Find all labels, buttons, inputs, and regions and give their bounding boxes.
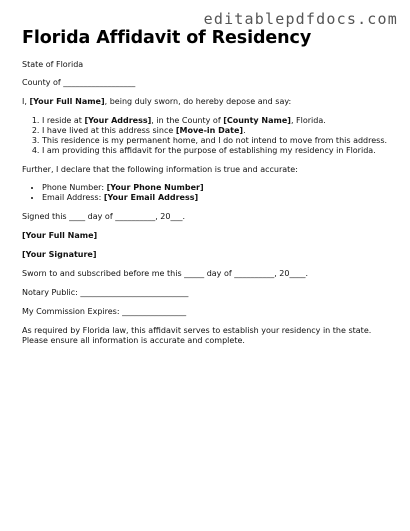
statement-item: [42, 146, 394, 156]
state-line: State of Florida: [22, 60, 84, 69]
declaration-text: Further, I declare that the following information is true and accurate:: [22, 165, 298, 174]
site-watermark: editablepdfdocs.com: [203, 10, 398, 28]
intro-prefix: I,: [22, 97, 30, 106]
signature-line: [Your Signature]: [22, 250, 97, 259]
affidavit-body: [22, 60, 394, 346]
statement-text: I have lived at this address since: [42, 126, 176, 135]
statement-text: I reside at: [42, 116, 85, 125]
statement-text: This residence is my permanent home, and I do not intend to move from this address.: [42, 136, 388, 145]
closing-paragraph: As required by Florida law, this affidavit serves to establish your residency in the state. Please ensure all information is accurate and complete.: [22, 326, 372, 345]
contact-label: Email Address:: [42, 193, 104, 202]
commission-line: My Commission Expires: ________________: [22, 307, 187, 316]
contact-label: Phone Number:: [42, 183, 107, 192]
statement-item: [42, 126, 394, 136]
signed-line: Signed this ____ day of __________, 20___.: [22, 212, 185, 221]
notary-line: Notary Public: ___________________________: [22, 288, 189, 297]
document-title: Florida Affidavit of Residency: [22, 28, 312, 48]
statement-text: I am providing this affidavit for the purpose of establishing my residency in Florida.: [42, 146, 376, 155]
placeholder-field: [Your Address]: [84, 116, 152, 125]
statement-item: [42, 136, 394, 146]
statement-item: [42, 116, 394, 126]
placeholder-field: [Move-in Date]: [175, 126, 244, 135]
sworn-line: Sworn to and subscribed before me this _____ day of __________, 20____.: [22, 269, 309, 278]
statement-text: .: [243, 126, 246, 135]
intro-suffix: , being duly sworn, do hereby depose and say:: [104, 97, 292, 106]
statement-text: , in the County of: [151, 116, 224, 125]
intro-paragraph: [22, 97, 394, 107]
county-line: County of __________________: [22, 78, 136, 87]
placeholder-field: [County Name]: [223, 116, 291, 125]
statement-text: , Florida.: [290, 116, 326, 125]
contact-value: [Your Email Address]: [103, 193, 199, 202]
contact-item: [42, 183, 394, 193]
contact-list: [22, 183, 394, 203]
full-name-field: [Your Full Name]: [29, 97, 105, 106]
full-name-line: [Your Full Name]: [22, 231, 98, 240]
statement-list: [22, 116, 394, 156]
contact-item: [42, 193, 394, 203]
contact-value: [Your Phone Number]: [106, 183, 204, 192]
